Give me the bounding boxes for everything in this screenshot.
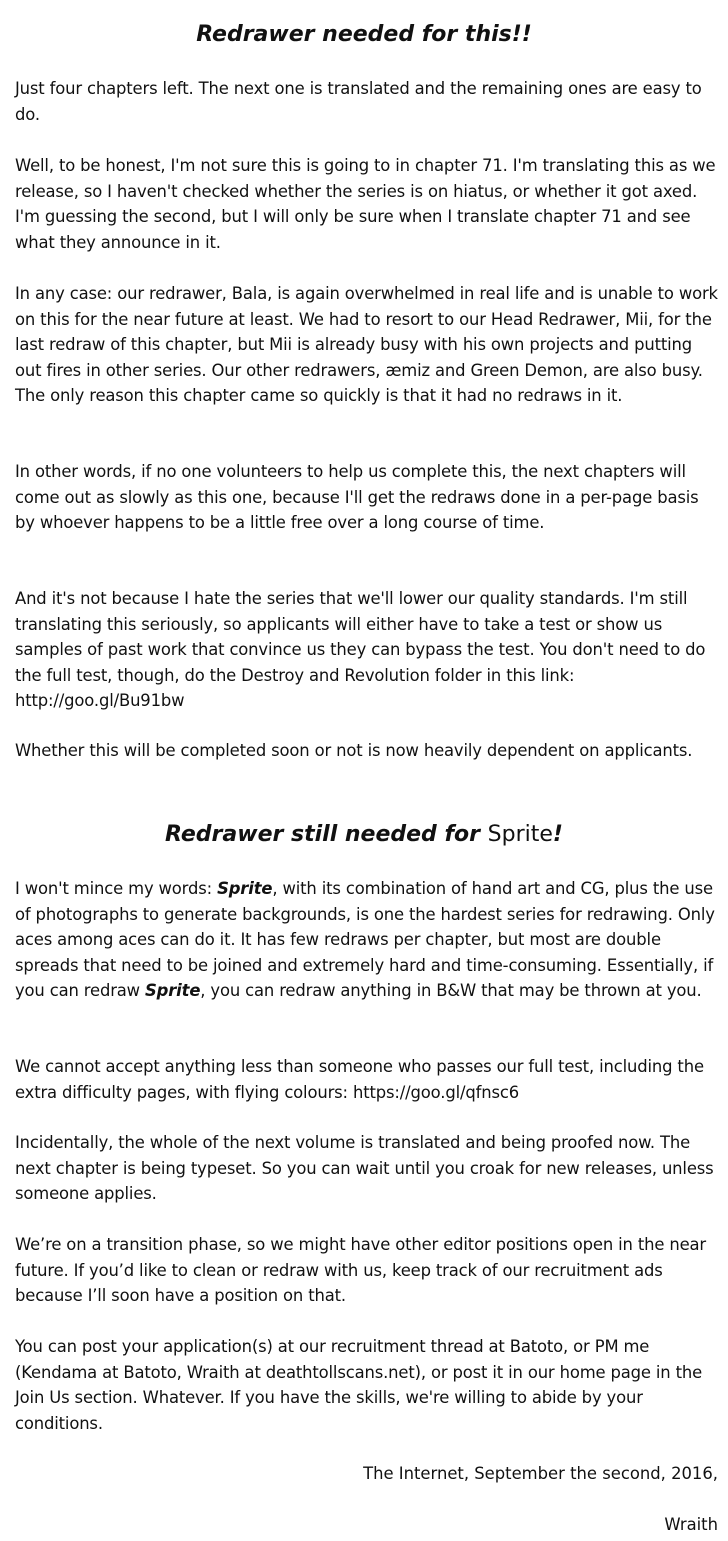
paragraph-next-volume: Incidentally, the whole of the next volume is translated and being proofed now. The next chapter is being typeset. So you can wait until you croak for new releases, unless someone applies. — [15, 1133, 714, 1203]
section-heading-redrawer-needed: Redrawer needed for this!! — [196, 22, 532, 47]
paragraph-quality-standards: And it's not because I hate the series that we'll lower our quality standards. I'm still translating this seriously, so applicants will either have to take a test or show us samples of past work that convince us they can bypass the test. You don't need to do the full test, though, do the Destroy and Revolution folder in this link: http://goo.gl/Bu91bw — [15, 589, 706, 710]
paragraph-chapters-left: Just four chapters left. The next one is translated and the remaining ones are easy to do. — [15, 79, 702, 124]
section-heading-sprite — [0, 820, 728, 850]
paragraph-application-info: You can post your application(s) at our recruitment thread at Batoto, or PM me (Kendama at Batoto, Wraith at deathtollscans.net), or post it in our home page in the Join Us section. Whatever. If you have the skills, we're willing to abide by your conditions. — [15, 1337, 703, 1433]
heading-sprite-pre: Redrawer still needed for — [165, 822, 488, 847]
paragraph-transition-phase: We’re on a transition phase, so we might have other editor positions open in the near future. If you’d like to clean or redraw with us, keep track of our recruitment ads because I’ll soon have a position on that. — [15, 1235, 706, 1305]
heading-sprite-post: ! — [552, 822, 563, 847]
paragraph-full-test: We cannot accept anything less than someone who passes our full test, including the extra difficulty pages, with flying colours: https://goo.gl/qfnsc6 — [15, 1057, 704, 1102]
sprite-text-c: , you can redraw anything in B&W that may be thrown at you. — [200, 981, 702, 1000]
sprite-title-1: Sprite — [217, 879, 273, 898]
sprite-title-2: Sprite — [145, 981, 201, 1000]
signature: Wraith — [664, 1515, 718, 1534]
paragraph-applicants: Whether this will be completed soon or not is now heavily dependent on applicants. — [15, 741, 693, 760]
paragraph-volunteers: In other words, if no one volunteers to help us complete this, the next chapters will come out as slowly as this one, because I'll get the redraws done in a per-page basis by whoever happens to be a little free over a long course of time. — [15, 462, 699, 532]
heading-sprite-title: Sprite — [487, 822, 553, 847]
sprite-text-b: , with its combination of hand art and CG, plus the use of photographs to generate backgrounds, is one the hardest series for redrawing. Only aces among aces can do it. It has few redraws per chapter, but most are double spreads that need to be joined and extremely hard and time-consuming. Essentially, if you can redraw — [15, 879, 715, 1000]
paragraph-sprite-difficulty — [15, 876, 719, 1004]
paragraph-redrawers-busy: In any case: our redrawer, Bala, is again overwhelmed in real life and is unable to work on this for the near future at least. We had to resort to our Head Redrawer, Mii, for the last redraw of this chapter, but Mii is already busy with his own projects and putting out fires in other series. Our other redrawers, æmiz and Green Demon, are also busy. The only reason this chapter came so quickly is that it had no redraws in it. — [15, 284, 718, 405]
sprite-text-a: I won't mince my words: — [15, 879, 218, 898]
dateline: The Internet, September the second, 2016, — [363, 1464, 718, 1483]
paragraph-hiatus: Well, to be honest, I'm not sure this is going to in chapter 71. I'm translating this as we release, so I haven't checked whether the series is on hiatus, or whether it got axed. I'm guessing the second, but I will only be sure when I translate chapter 71 and see what they announce in it. — [15, 156, 716, 252]
